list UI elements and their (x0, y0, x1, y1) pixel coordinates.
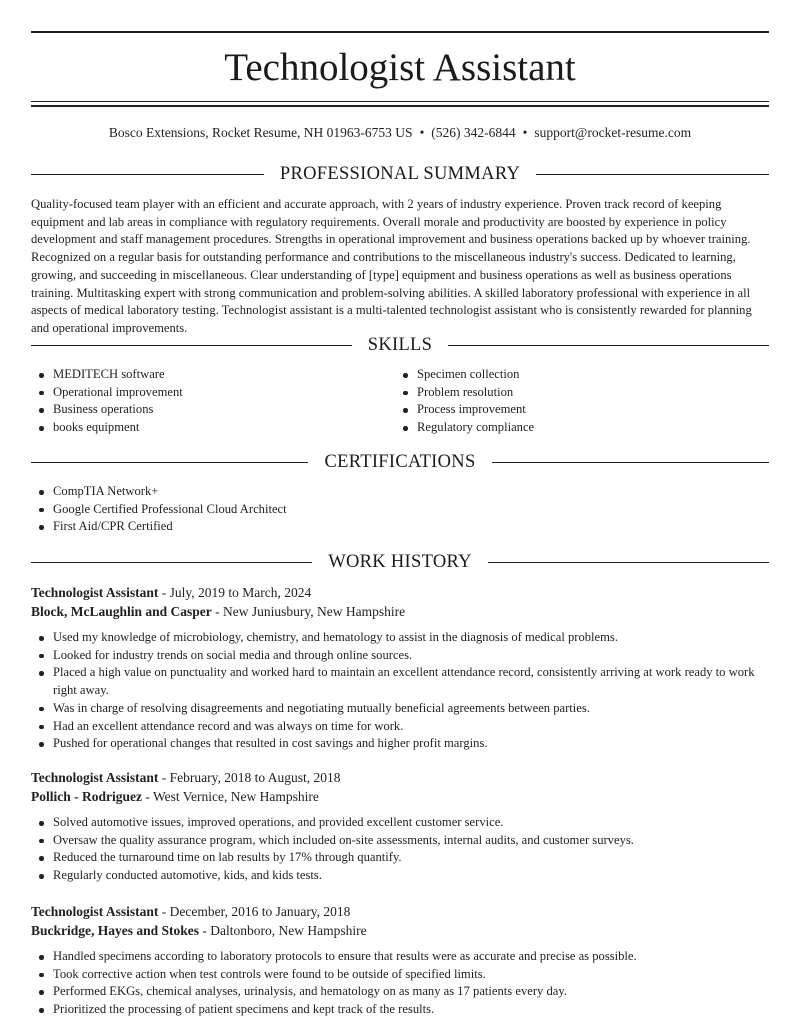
section-heading-skills (31, 333, 769, 357)
summary-text: Quality-focused team player with an efficient and accurate approach, with 2 years of industry experience. Proven track record of keeping equipment and lab areas in compliance with regulatory requirements. Overall morale and productivity are boosted by experience in policy development and staff management procedures. Strengths in operational improvement and business operations backed up by whoever training. Recognized on a regular basis for outstanding performance and contributions to the miscellaneous industry's success. Dedicated to learning, growing, and succeeding in miscellaneous. Clear understanding of [type] equipment and business operations as well as business operations training. Multitasking expert with strong communication and problem-solving abilities. A skilled laboratory professional with experience in all aspects of medical laboratory testing. Technologist assistant is a multi-talented technologist assistant who is consistently rewarded for planning and operational improvements. (31, 197, 752, 335)
job-company: Block, McLaughlin and Casper (31, 604, 212, 619)
heading-rule (488, 562, 769, 563)
job-entry (31, 583, 769, 753)
job-title: Technologist Assistant (31, 904, 159, 919)
job-company-line (31, 787, 769, 806)
heading-rule (31, 562, 312, 563)
header-rule-thin (31, 101, 769, 102)
job-company: Buckridge, Hayes and Stokes (31, 923, 200, 938)
job-bullet: Took corrective action when test controls were found to be outside of specified limits. (31, 966, 769, 984)
contact-phone: (526) 342-6844 (431, 125, 516, 140)
job-title-line (31, 583, 769, 602)
job-bullets (31, 948, 769, 1019)
job-bullet: Placed a high value on punctuality and worked hard to maintain an excellent attendance record, consistently arriving at work ready to work right away. (31, 664, 769, 699)
heading-rule (448, 345, 769, 346)
header-rule-thick (31, 105, 769, 107)
job-company-line (31, 921, 769, 940)
certification-item: Google Certified Professional Cloud Architect (31, 501, 769, 519)
job-location: - Daltonboro, New Hampshire (199, 923, 367, 938)
contact-line (31, 124, 769, 142)
contact-address: Bosco Extensions, Rocket Resume, NH 01963-6753 US (108, 125, 413, 140)
job-dates: - December, 2016 to January, 2018 (158, 904, 351, 919)
job-bullet: Oversaw the quality assurance program, which included on-site assessments, internal audits, and customer surveys. (31, 832, 769, 850)
job-bullet: Performed EKGs, chemical analyses, urinalysis, and hematology on as many as 17 patients every day. (31, 983, 769, 1001)
job-bullet: Was in charge of resolving disagreements and negotiating mutually beneficial agreements between parties. (31, 700, 769, 718)
job-title: Technologist Assistant (31, 585, 159, 600)
job-entry (31, 902, 769, 1019)
skill-item: MEDITECH software (31, 366, 391, 384)
job-location: - New Juniusbury, New Hampshire (211, 604, 406, 619)
heading-rule (536, 174, 769, 175)
contact-separator: • (419, 125, 425, 140)
job-location: - West Vernice, New Hampshire (142, 789, 319, 804)
heading-rule (31, 174, 264, 175)
job-company-line (31, 602, 769, 621)
section-heading-work-history (31, 550, 769, 574)
job-entry (31, 768, 769, 885)
skill-item: Problem resolution (395, 384, 769, 402)
job-bullet: Handled specimens according to laboratory protocols to ensure that results were as accurate and precise as possible. (31, 948, 769, 966)
job-bullet: Used my knowledge of microbiology, chemistry, and hematology to assist in the diagnosis of medical problems. (31, 629, 769, 647)
job-bullet: Had an excellent attendance record and was always on time for work. (31, 718, 769, 736)
skill-item: Operational improvement (31, 384, 391, 402)
top-rule (31, 31, 769, 33)
certifications-list (31, 483, 769, 536)
skill-item: Process improvement (395, 401, 769, 419)
heading-title: SKILLS (367, 335, 433, 355)
job-bullet: Pushed for operational changes that resulted in cost savings and higher profit margins. (31, 735, 769, 753)
contact-email: support@rocket-resume.com (534, 125, 692, 140)
skills-list-left (31, 366, 391, 437)
heading-title: CERTIFICATIONS (324, 452, 476, 472)
resume-name: Technologist Assistant (224, 46, 576, 89)
heading-title: PROFESSIONAL SUMMARY (279, 164, 521, 184)
heading-rule (31, 462, 308, 463)
job-company: Pollich - Rodriguez (31, 789, 142, 804)
job-bullet: Regularly conducted automotive, kids, and kids tests. (31, 867, 769, 885)
job-bullet: Reduced the turnaround time on lab results by 17% through quantify. (31, 849, 769, 867)
heading-rule (31, 345, 352, 346)
certification-item: First Aid/CPR Certified (31, 518, 769, 536)
skill-item: books equipment (31, 419, 391, 437)
job-bullets (31, 629, 769, 753)
contact-separator: • (522, 125, 528, 140)
job-dates: - July, 2019 to March, 2024 (158, 585, 312, 600)
section-heading-certifications (31, 450, 769, 474)
job-title-line (31, 768, 769, 787)
skill-item: Regulatory compliance (395, 419, 769, 437)
section-heading-summary (31, 162, 769, 186)
job-title-line (31, 902, 769, 921)
heading-rule (492, 462, 769, 463)
job-bullets (31, 814, 769, 885)
certification-item: CompTIA Network+ (31, 483, 769, 501)
skill-item: Business operations (31, 401, 391, 419)
skill-item: Specimen collection (395, 366, 769, 384)
job-title: Technologist Assistant (31, 770, 159, 785)
job-bullet: Solved automotive issues, improved operations, and provided excellent customer service. (31, 814, 769, 832)
heading-title: WORK HISTORY (328, 552, 472, 572)
skills-list-right (395, 366, 769, 437)
job-bullet: Looked for industry trends on social media and through online sources. (31, 647, 769, 665)
job-dates: - February, 2018 to August, 2018 (158, 770, 341, 785)
job-bullet: Prioritized the processing of patient specimens and kept track of the results. (31, 1001, 769, 1019)
